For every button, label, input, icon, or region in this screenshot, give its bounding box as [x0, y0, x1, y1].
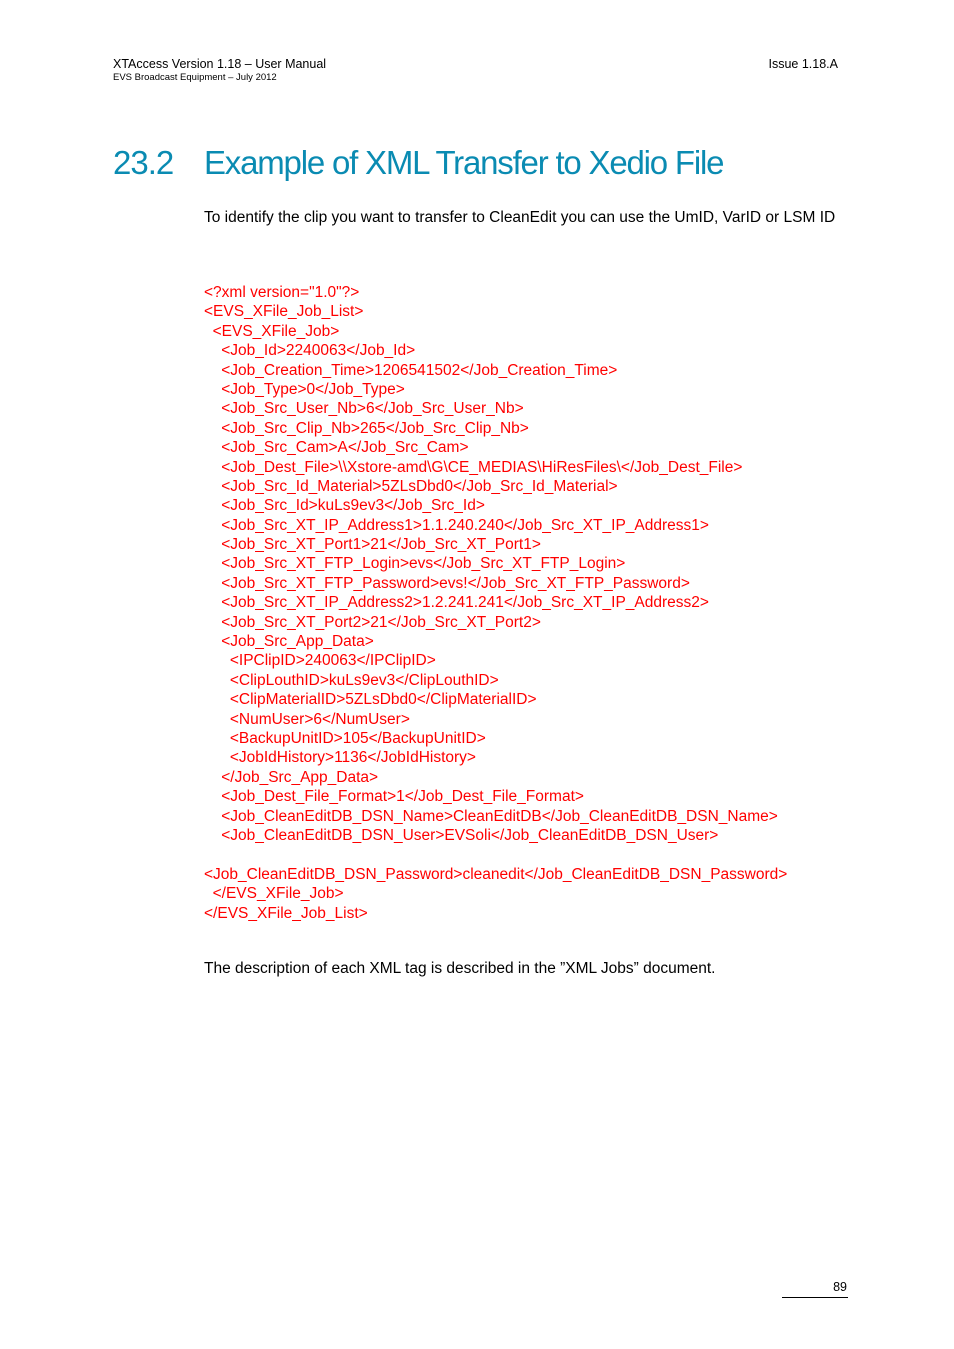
xml-line: <Job_Src_XT_FTP_Password>evs!</Job_Src_XT_FTP_Password> [204, 574, 690, 592]
xml-line: <Job_CleanEditDB_DSN_Name>CleanEditDB</Job_CleanEditDB_DSN_Name> [204, 807, 778, 825]
xml-line: <NumUser>6</NumUser> [204, 710, 410, 728]
outro-paragraph: The description of each XML tag is described in the ”XML Jobs” document. [204, 960, 716, 977]
xml-line: <Job_Src_XT_Port1>21</Job_Src_XT_Port1> [204, 536, 541, 554]
xml-line: <Job_Src_User_Nb>6</Job_Src_User_Nb> [204, 400, 524, 418]
xml-line [204, 845, 854, 864]
xml-line: <Job_Dest_File>\\Xstore-amd\G\CE_MEDIAS\HiResFiles\</Job_Dest_File> [204, 458, 743, 476]
header-title: XTAccess Version 1.18 – User Manual [113, 57, 327, 71]
xml-line: <EVS_XFile_Job_List> [204, 303, 364, 321]
header-issue: Issue 1.18.A [768, 57, 838, 71]
xml-line: <Job_CleanEditDB_DSN_Password>cleanedit</Job_CleanEditDB_DSN_Password> [204, 865, 788, 883]
xml-line: <Job_Dest_File_Format>1</Job_Dest_File_Format> [204, 788, 584, 806]
xml-line: <Job_Src_XT_IP_Address2>1.2.241.241</Job_Src_XT_IP_Address2> [204, 594, 709, 612]
xml-line: <?xml version="1.0"?> [204, 284, 360, 301]
section-number: 23.2 [113, 144, 174, 181]
xml-line: <Job_Type>0</Job_Type> [204, 380, 405, 398]
xml-line: <EVS_XFile_Job> [204, 322, 340, 340]
xml-line: <Job_Src_XT_Port2>21</Job_Src_XT_Port2> [204, 613, 541, 631]
xml-line: <Job_Src_XT_IP_Address1>1.1.240.240</Job_Src_XT_IP_Address1> [204, 516, 709, 534]
xml-code-block [204, 283, 854, 923]
xml-line: <ClipMaterialID>5ZLsDbd0</ClipMaterialID> [204, 691, 537, 709]
xml-line: <JobIdHistory>1136</JobIdHistory> [204, 749, 476, 767]
xml-line: <Job_Src_Cam>A</Job_Src_Cam> [204, 439, 469, 457]
xml-line: <BackupUnitID>105</BackupUnitID> [204, 729, 486, 747]
page-number-rule [782, 1297, 848, 1298]
section-title: Example of XML Transfer to Xedio File [204, 144, 724, 181]
intro-paragraph: To identify the clip you want to transfer to CleanEdit you can use the UmID, VarID or LSM ID [204, 209, 836, 226]
xml-line: </EVS_XFile_Job> [204, 885, 344, 903]
xml-line: <Job_Src_XT_FTP_Login>evs</Job_Src_XT_FTP_Login> [204, 555, 626, 573]
xml-line: <IPClipID>240063</IPClipID> [204, 652, 436, 670]
xml-line: <Job_Creation_Time>1206541502</Job_Creation_Time> [204, 361, 618, 379]
page-number: 89 [833, 1280, 847, 1294]
xml-line: </Job_Src_App_Data> [204, 768, 379, 786]
xml-line: <ClipLouthID>kuLs9ev3</ClipLouthID> [204, 671, 499, 689]
xml-line: <Job_CleanEditDB_DSN_User>EVSoli</Job_CleanEditDB_DSN_User> [204, 826, 719, 844]
xml-line: <Job_Id>2240063</Job_Id> [204, 342, 416, 360]
xml-line: </EVS_XFile_Job_List> [204, 904, 368, 922]
xml-line: <Job_Src_App_Data> [204, 633, 374, 651]
xml-line: <Job_Src_Id_Material>5ZLsDbd0</Job_Src_Id_Material> [204, 477, 618, 495]
header-subtitle: EVS Broadcast Equipment – July 2012 [113, 72, 277, 83]
xml-line: <Job_Src_Id>kuLs9ev3</Job_Src_Id> [204, 497, 485, 515]
xml-line: <Job_Src_Clip_Nb>265</Job_Src_Clip_Nb> [204, 419, 529, 437]
